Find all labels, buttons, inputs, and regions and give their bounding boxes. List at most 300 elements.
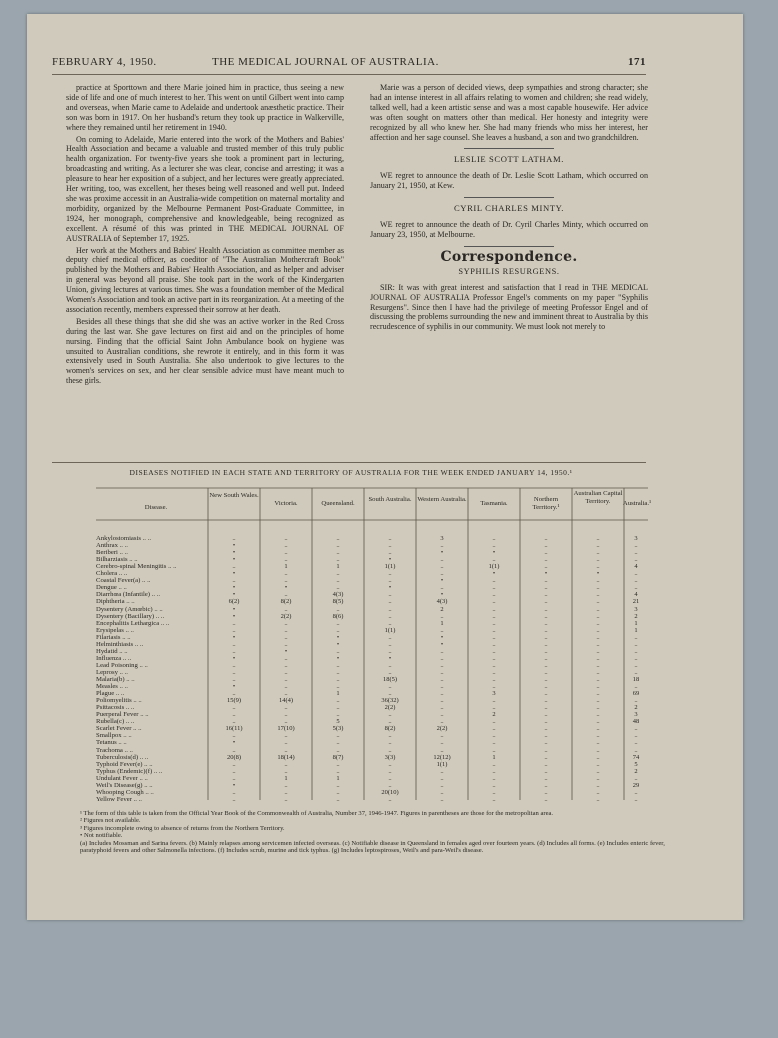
table-cell: .. [634, 732, 638, 740]
table-cell: 4(3) [332, 591, 344, 599]
table-cell: .. [388, 668, 392, 676]
table-cell: 8(6) [332, 612, 344, 620]
table-cell: 1 [336, 774, 340, 782]
disease-name: Smallpox .. .. [96, 732, 132, 740]
disease-name: Helminthiasis .. .. [96, 640, 144, 648]
table-cell: .. [492, 556, 496, 564]
table-cell: 2 [440, 605, 444, 613]
table-cell: .. [440, 683, 444, 691]
header-qld: Queensland. [321, 500, 355, 507]
table-cell: .. [596, 633, 600, 641]
table-cell: 2 [634, 704, 638, 712]
header-nt: Northern Territory.¹ [532, 496, 560, 511]
divider [464, 197, 554, 198]
table-cell: .. [544, 661, 548, 669]
table-cell: .. [388, 640, 392, 648]
table-cell: .. [492, 725, 496, 733]
table-cell: 2(2) [436, 725, 448, 733]
table-cell: .. [336, 732, 340, 740]
disease-name: Ankylostomiasis .. .. [96, 535, 151, 542]
disease-name: Tetanus .. .. [96, 739, 127, 747]
table-cell: .. [596, 718, 600, 726]
table-cell: .. [284, 661, 288, 669]
table-cell: .. [634, 633, 638, 641]
table-cell: .. [284, 619, 288, 627]
table-cell: 2(2) [384, 704, 396, 712]
table-cell: .. [634, 774, 638, 782]
table-cell: .. [232, 626, 236, 634]
table-cell: .. [634, 584, 638, 592]
obituary-title-minty: CYRIL CHARLES MINTY. [453, 203, 565, 214]
disease-name: Plague .. .. [96, 690, 125, 698]
table-cell: • [284, 584, 288, 592]
table-cell: .. [232, 788, 236, 796]
table-cell: 29 [632, 781, 640, 789]
table-cell: .. [596, 767, 600, 775]
table-cell: .. [232, 647, 236, 655]
table-cell: .. [388, 711, 392, 719]
table-cell: .. [388, 683, 392, 691]
disease-name: Cholera .. .. [96, 570, 128, 578]
table-cell: 18(5) [382, 676, 398, 683]
table-cell: 8(5) [332, 598, 344, 606]
table-cell: .. [634, 697, 638, 705]
table-cell: .. [492, 683, 496, 691]
table-cell: 4 [634, 591, 638, 599]
table-cell: .. [388, 746, 392, 754]
table-cell: .. [596, 549, 600, 557]
table-cell: .. [596, 725, 600, 733]
disease-name: Dengue .. .. [96, 584, 127, 592]
table-cell: 36(32) [381, 697, 399, 705]
table-cell: .. [634, 788, 638, 796]
table-cell: .. [336, 760, 340, 768]
table-cell: .. [232, 577, 236, 585]
table-cell: .. [544, 640, 548, 648]
table-cell: .. [544, 577, 548, 585]
table-cell: .. [544, 711, 548, 719]
header-wa: Western Australia. [417, 496, 467, 503]
right-column [370, 83, 648, 455]
header-sa: South Australia. [368, 496, 412, 503]
table-cell: .. [492, 661, 496, 669]
header-act: Australian Capital Territory. [573, 490, 623, 505]
table-cell: .. [232, 718, 236, 726]
table-cell: .. [336, 788, 340, 796]
table-cell: .. [284, 654, 288, 662]
disease-name: Coastal Fever(a) .. .. [96, 577, 151, 585]
table-cell: .. [492, 584, 496, 592]
table-cell: 2(2) [280, 612, 292, 620]
correspondence-text: SIR: It was with great interest and satisfaction that I read in THE MEDICAL JOURNAL OF AUSTRALIA Professor Engel's comments on my paper "Syphilis Resurgens". Since then I have had the privilege of meeting Professor Engel and of discussing the problems surrounding the new and imminent threat to Australia by this recrudescence of syphilis in our community. We must look not merely to [370, 282, 648, 332]
header-australia: Australia.¹ [622, 500, 652, 507]
table-cell: .. [544, 598, 548, 606]
table-top-rule [52, 462, 646, 463]
header-nsw: New South Wales. [209, 492, 259, 499]
table-cell: .. [284, 668, 288, 676]
disease-name: Poliomyelitis .. .. [96, 697, 142, 705]
left-column [66, 83, 344, 455]
disease-table [52, 480, 652, 803]
table-cell: .. [440, 774, 444, 782]
disease-name: Psittacosis .. .. [96, 704, 135, 712]
table-cell: .. [232, 767, 236, 775]
divider [464, 246, 554, 247]
table-cell: 15(9) [226, 697, 242, 705]
disease-name: Puerperal Fever .. .. [96, 711, 149, 719]
table-cell: 3 [634, 605, 638, 613]
header-vic: Victoria. [274, 500, 298, 507]
table-cell: • [544, 570, 548, 578]
table-cell: .. [544, 781, 548, 789]
table-cell: .. [492, 619, 496, 627]
table-cell: .. [596, 788, 600, 796]
footnote: ² Figures not available. [80, 817, 141, 825]
table-cell: .. [634, 556, 638, 564]
table-cell: 18 [632, 676, 640, 683]
table-cell: 1(1) [488, 563, 500, 571]
table-cell: .. [492, 612, 496, 620]
table-cell: .. [336, 549, 340, 557]
table-cell: .. [544, 556, 548, 564]
table-cell: 8(7) [332, 753, 344, 761]
table-cell: .. [388, 774, 392, 782]
table-cell: .. [388, 535, 392, 542]
table-cell: .. [232, 668, 236, 676]
table-cell: 5(3) [332, 725, 344, 733]
table-cell: .. [492, 591, 496, 599]
table-cell: .. [634, 725, 638, 733]
table-cell: .. [336, 683, 340, 691]
disease-name: Rubella(c) .. .. [96, 718, 135, 726]
table-cell: .. [544, 760, 548, 768]
disease-name: Yellow Fever .. .. [96, 795, 142, 803]
table-cell: .. [440, 626, 444, 634]
table-cell: .. [336, 619, 340, 627]
table-cell: .. [544, 626, 548, 634]
table-cell: .. [388, 718, 392, 726]
table-cell: • [232, 549, 236, 557]
table-cell: 4(3) [436, 598, 448, 606]
table-cell: .. [544, 718, 548, 726]
table-cell: .. [440, 746, 444, 754]
table-cell: 5 [336, 718, 340, 726]
table-cell: 1 [336, 690, 340, 698]
table-cell: .. [284, 788, 288, 796]
table-cell: .. [596, 591, 600, 599]
table-cell: .. [284, 760, 288, 768]
table-cell: .. [596, 668, 600, 676]
table-cell: 17(10) [277, 725, 295, 733]
table-cell: .. [492, 654, 496, 662]
table-cell: • [232, 556, 236, 564]
table-cell: .. [232, 795, 236, 803]
table-cell: .. [336, 676, 340, 683]
table-cell: .. [388, 612, 392, 620]
table-cell: .. [596, 704, 600, 712]
table-cell: .. [440, 647, 444, 655]
left-paragraph: Besides all these things that she did she was an active worker in the Red Cross during the last war. She gave lectures on first aid and on the principles of home nursing. Finding that the official Saint John Ambulance book on hygiene was unsuited to Australian conditions, she rewrote it entirely, and in this form it was extensively used in South Australia. She also undertook to give lectures to the women's services on sex, and her clear sensible advice must have meant much to these girls. [66, 316, 344, 386]
table-cell: .. [596, 535, 600, 542]
disease-name: Dysentery (Bacillary) .. .. [96, 612, 165, 620]
disease-name: Typhoid Fever(e) .. .. [96, 760, 153, 768]
table-cell: .. [336, 577, 340, 585]
table-cell: .. [492, 767, 496, 775]
table-cell: .. [544, 612, 548, 620]
disease-name: Malaria(b) .. .. [96, 676, 135, 683]
table-cell: .. [232, 619, 236, 627]
table-cell: .. [388, 605, 392, 613]
table-cell: .. [492, 760, 496, 768]
table-cell: .. [596, 584, 600, 592]
table-cell: • [232, 570, 236, 578]
table-cell: .. [232, 732, 236, 740]
footnote: ¹ The form of this table is taken from the Official Year Book of the Commonwealth of Australia, Number 37, 1946-1947. Figures in parentheses are those for the metropolitan area. [80, 810, 554, 817]
disease-name: Weil's Disease(g) .. .. [96, 781, 153, 789]
table-cell: .. [634, 795, 638, 803]
table-cell: .. [232, 676, 236, 683]
table-cell: • [232, 633, 236, 641]
table-cell: .. [544, 633, 548, 641]
table-cell: 1 [634, 619, 638, 627]
left-paragraph: Her work at the Mothers and Babies' Health Association as committee member as deputy chief medical officer, as coeditor of "The Australian Mothercraft Book" published by the Mothers and Babies' Health Association, and as helper and adviser in general was beyond all praise. She took part in the work of the Kindergarten Union, giving lectures at various times. She was a foundation member of the Medical Women's Association and took an active part in its reorganization. At a meeting of the association recently, members expressed their sorrow at her death. [66, 245, 344, 314]
table-cell: .. [544, 654, 548, 662]
table-cell: .. [596, 661, 600, 669]
table-cell: .. [336, 647, 340, 655]
table-cell: .. [596, 711, 600, 719]
table-cell: .. [492, 704, 496, 712]
table-cell: .. [544, 619, 548, 627]
table-cell: .. [232, 760, 236, 768]
table-cell: .. [492, 781, 496, 789]
table-cell: 74 [632, 753, 640, 761]
table-cell: .. [596, 640, 600, 648]
disease-name: Diphtheria .. .. [96, 598, 135, 606]
table-cell: .. [492, 640, 496, 648]
table-cell: .. [440, 732, 444, 740]
table-cell: • [440, 591, 444, 599]
table-cell: 1 [284, 563, 288, 571]
table-cell: .. [388, 598, 392, 606]
table-cell: .. [492, 605, 496, 613]
divider [464, 148, 554, 149]
table-cell: 20(10) [381, 788, 399, 796]
table-cell: .. [284, 711, 288, 719]
table-cell: .. [232, 640, 236, 648]
table-cell: .. [440, 704, 444, 712]
header-page-number: 171 [628, 56, 646, 68]
left-paragraph: practice at Sporttown and there Marie joined him in practice, thus seeing a new side of life and one of much interest to her. This went on until Gilbert went into camp and overseas, when Marie came to Adelaide and undertook anæsthetic practice. Their son was born in 1917. On her husband's return they took up practice in Walkerville, where they remained until her retirement in 1940. [66, 83, 344, 132]
table-cell: .. [544, 549, 548, 557]
table-cell: 4 [634, 563, 638, 571]
table-cell: 1(1) [384, 626, 396, 634]
table-cell: 2 [492, 711, 496, 719]
table-cell: .. [388, 591, 392, 599]
table-cell: .. [492, 676, 496, 683]
table-cell: • [440, 633, 444, 641]
table-cell: .. [492, 626, 496, 634]
table-cell: .. [440, 612, 444, 620]
table-cell: .. [284, 732, 288, 740]
table-cell: .. [596, 626, 600, 634]
table-cell: 21 [632, 598, 640, 606]
table-cell: .. [544, 683, 548, 691]
table-cell: .. [492, 788, 496, 796]
table-cell: .. [232, 704, 236, 712]
table-cell: • [232, 591, 236, 599]
table-cell: .. [336, 704, 340, 712]
table-cell: .. [232, 711, 236, 719]
table-cell: .. [596, 781, 600, 789]
table-cell: .. [284, 739, 288, 747]
table-cell: • [492, 570, 496, 578]
table-cell: .. [492, 732, 496, 740]
table-cell: .. [284, 640, 288, 648]
table-cell: .. [544, 725, 548, 733]
table-cell: • [388, 556, 392, 564]
table-cell: .. [596, 654, 600, 662]
table-cell: • [440, 577, 444, 585]
table-cell: .. [284, 535, 288, 542]
disease-name: Trachoma .. .. [96, 746, 133, 754]
table-cell: .. [388, 577, 392, 585]
table-cell: .. [634, 746, 638, 754]
table-cell: 20(8) [226, 753, 242, 761]
disease-name: Diarrhœa (Infantile) .. .. [96, 591, 161, 599]
table-cell: • [336, 640, 340, 648]
table-cell: .. [544, 795, 548, 803]
header-date: FEBRUARY 4, 1950. [52, 56, 157, 68]
table-caption: DISEASES NOTIFIED IN EACH STATE AND TERRITORY OF AUSTRALIA FOR THE WEEK ENDED JANUARY 14, 1950.¹ [129, 468, 573, 477]
footnote: ³ Figures incomplete owing to absence of returns from the Northern Territory. [80, 824, 285, 832]
table-cell: 3 [492, 690, 496, 698]
header-tas: Tasmania. [480, 500, 508, 507]
table-cell: .. [336, 767, 340, 775]
table-cell: .. [596, 795, 600, 803]
header-journal-title: THE MEDICAL JOURNAL OF AUSTRALIA. [212, 56, 439, 68]
table-cell: .. [492, 746, 496, 754]
table-cell: .. [336, 605, 340, 613]
table-cell: .. [634, 549, 638, 557]
table-cell: .. [232, 690, 236, 698]
table-cell: .. [544, 753, 548, 761]
table-cell: 16(11) [225, 725, 243, 733]
table-cell: .. [440, 781, 444, 789]
table-cell: .. [388, 767, 392, 775]
table-cell: • [232, 605, 236, 613]
table-cell: .. [440, 676, 444, 683]
table-cell: .. [492, 633, 496, 641]
table-cell: 3 [440, 535, 444, 542]
table-cell: 8(2) [280, 598, 292, 606]
table-cell: • [232, 683, 236, 691]
table-cell: .. [596, 746, 600, 754]
table-cell: .. [596, 619, 600, 627]
disease-name: Cerebro-spinal Meningitis .. .. [96, 563, 177, 571]
table-cell: .. [492, 668, 496, 676]
table-cell: 1 [440, 619, 444, 627]
table-cell: .. [336, 795, 340, 803]
table-cell: .. [440, 556, 444, 564]
table-cell: .. [596, 647, 600, 655]
table-cell: .. [492, 598, 496, 606]
table-cell: .. [596, 612, 600, 620]
obituary-text-latham: WE regret to announce the death of Dr. Leslie Scott Latham, which occurred on January 21, 1950, at Kew. [370, 171, 648, 191]
table-cell: • [492, 549, 496, 557]
table-cell: .. [544, 591, 548, 599]
table-cell: .. [596, 697, 600, 705]
table-cell: .. [544, 704, 548, 712]
table-cell: .. [596, 760, 600, 768]
page-header [52, 56, 646, 76]
table-cell: .. [388, 781, 392, 789]
table-cell: • [388, 654, 392, 662]
table-cell: • [232, 542, 236, 550]
table-cell: .. [544, 788, 548, 796]
table-cell: 18(14) [277, 753, 295, 761]
table-cell: 1 [634, 626, 638, 634]
table-cell: 5 [634, 760, 638, 768]
table-cell: .. [596, 542, 600, 550]
disease-name: Tuberculosis(d) .. .. [96, 753, 149, 761]
table-cell: .. [634, 668, 638, 676]
table-cell: .. [596, 676, 600, 683]
table-cell: • [440, 549, 444, 557]
correspondence-subheading: SYPHILIS RESURGENS. [458, 266, 560, 276]
table-cell: .. [492, 774, 496, 782]
table-cell: .. [544, 563, 548, 571]
table-cell: 3 [634, 711, 638, 719]
table-cell: 2 [634, 612, 638, 620]
table-cell: .. [336, 697, 340, 705]
disease-name: Bilharziasis .. .. [96, 556, 138, 564]
disease-name: Influenza .. .. [96, 654, 132, 662]
footnote: • Not notifiable. [80, 832, 123, 840]
table-cell: .. [596, 605, 600, 613]
table-cell: .. [336, 739, 340, 747]
table-cell: • [388, 584, 392, 592]
table-cell: .. [336, 584, 340, 592]
table-cell: .. [544, 647, 548, 655]
table-cell: .. [284, 549, 288, 557]
table-cell: • [232, 612, 236, 620]
disease-name: Whooping Cough .. .. [96, 788, 154, 796]
table-cell: .. [388, 647, 392, 655]
table-cell: .. [440, 795, 444, 803]
table-cell: .. [634, 542, 638, 550]
table-cell: .. [388, 661, 392, 669]
table-cell: .. [388, 690, 392, 698]
table-cell: .. [634, 654, 638, 662]
table-cell: .. [492, 795, 496, 803]
table-cell: .. [336, 626, 340, 634]
table-cell: • [440, 640, 444, 648]
table-cell: .. [440, 718, 444, 726]
table-cell: • [232, 739, 236, 747]
table-cell: .. [440, 584, 444, 592]
table-cell: 6(2) [228, 598, 240, 606]
table-cell: 2 [634, 767, 638, 775]
table-cell: .. [634, 647, 638, 655]
disease-name: Dysentery (Amœbic) .. .. [96, 605, 163, 613]
table-cell: .. [232, 746, 236, 754]
table-cell: .. [284, 704, 288, 712]
table-cell: .. [440, 570, 444, 578]
table-cell: .. [388, 619, 392, 627]
table-cell: .. [544, 605, 548, 613]
disease-name: Typhus (Endemic)(f) .. .. [96, 767, 163, 775]
table-cell: .. [440, 542, 444, 550]
